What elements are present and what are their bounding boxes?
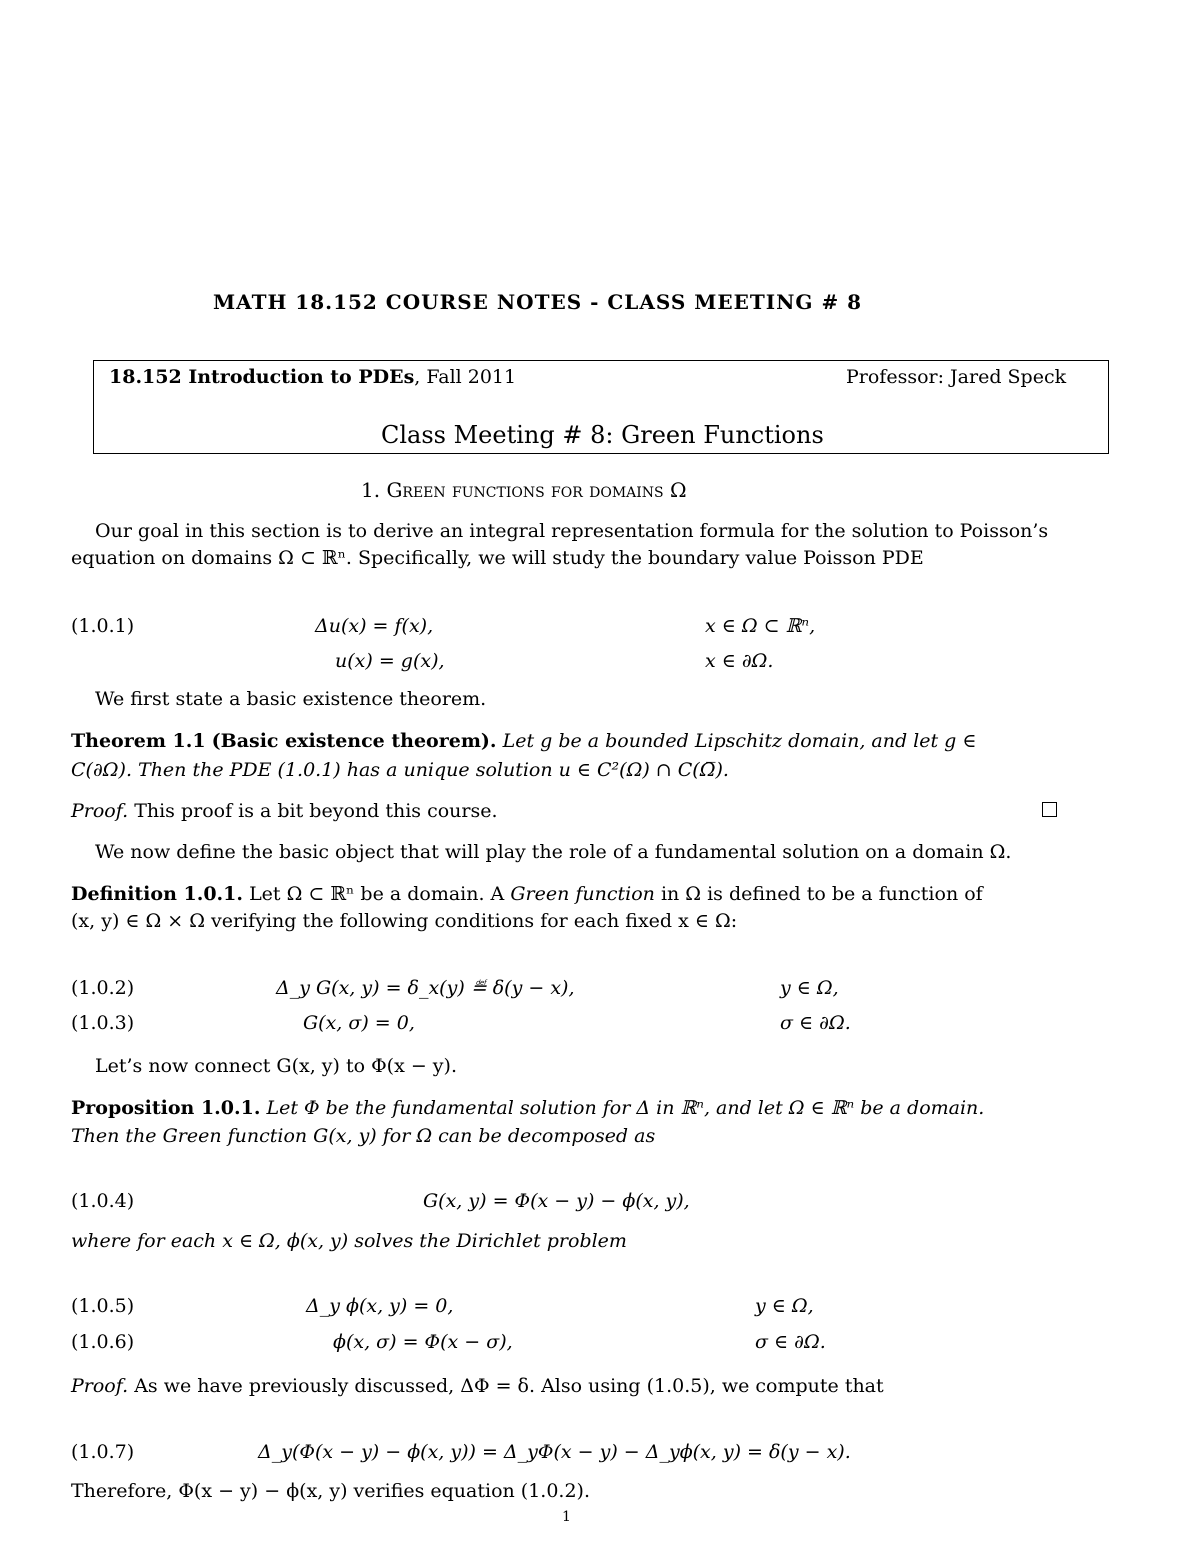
proposition-line-2: Then the Green function G(x, y) for Ω can be decomposed as (71, 1125, 656, 1147)
eq-label-1-0-2: (1.0.2) (71, 977, 135, 999)
theorem-name: (Basic existence theorem). (211, 730, 497, 752)
course-title: 18.152 Introduction to PDEs (109, 366, 415, 388)
eq-1-0-7-body: Δ_y(Φ(x − y) − ϕ(x, y)) = Δ_yΦ(x − y) − Δ_yϕ(x, y) = δ(y − x). (258, 1441, 851, 1463)
section-heading: 1. Green functions for domains Ω (361, 478, 687, 502)
definition-term: Green function (510, 883, 655, 905)
proof-1-label: Proof. (71, 800, 129, 822)
eq-1-0-5-rhs: y ∈ Ω, (755, 1295, 814, 1317)
define-paragraph: We now define the basic object that will play the role of a fundamental solution on a domain Ω. (95, 841, 1012, 863)
eq-1-0-3-lhs: G(x, σ) = 0, (303, 1012, 415, 1034)
page-number: 1 (562, 1509, 571, 1525)
theorem-text-1: Let g be a bounded Lipschitz domain, and let g ∈ (502, 730, 977, 752)
connect-paragraph: Let’s now connect G(x, y) to Φ(x − y). (95, 1055, 457, 1077)
therefore-paragraph: Therefore, Φ(x − y) − ϕ(x, y) verifies equation (1.0.2). (71, 1480, 591, 1502)
eq-1-0-3-rhs: σ ∈ ∂Ω. (780, 1012, 851, 1034)
where-paragraph: where for each x ∈ Ω, ϕ(x, y) solves the Dirichlet problem (71, 1230, 627, 1252)
eq-label-1-0-5: (1.0.5) (71, 1295, 135, 1317)
theorem-label: Theorem 1.1 (71, 730, 206, 752)
proof-1-text: This proof is a bit beyond this course. (134, 800, 498, 822)
eq-1-0-1-line2-rhs: x ∈ ∂Ω. (705, 650, 774, 672)
eq-1-0-1-line1-rhs: x ∈ Ω ⊂ ℝⁿ, (705, 615, 816, 637)
eq-1-0-1-line2-lhs: u(x) = g(x), (335, 650, 445, 672)
course-name (109, 366, 516, 388)
proof-2-label: Proof. (71, 1375, 129, 1397)
eq-label-1-0-3: (1.0.3) (71, 1012, 135, 1034)
definition-line-2: (x, y) ∈ Ω × Ω verifying the following conditions for each fixed x ∈ Ω: (71, 910, 738, 932)
definition-text-1a: Let Ω ⊂ ℝⁿ be a domain. A (249, 883, 505, 905)
proposition-line-1 (71, 1097, 984, 1119)
professor-name: Professor: Jared Speck (846, 366, 1067, 388)
eq-label-1-0-4: (1.0.4) (71, 1190, 135, 1212)
qed-box (1042, 802, 1057, 817)
proof-2-text: As we have previously discussed, ΔΦ = δ. Also using (1.0.5), we compute that (134, 1375, 884, 1397)
proof-2 (71, 1375, 884, 1397)
definition-line-1 (71, 883, 983, 905)
eq-1-0-1-line1-lhs: Δu(x) = f(x), (315, 615, 434, 637)
intro-line-2: equation on domains Ω ⊂ ℝⁿ. Specifically, we will study the boundary value Poisson PDE (71, 547, 924, 569)
theorem-line-1 (71, 730, 976, 752)
eq-label-1-0-1: (1.0.1) (71, 615, 135, 637)
course-term: , Fall 2011 (414, 366, 517, 388)
theorem-line-2: C(∂Ω). Then the PDE (1.0.1) has a unique solution u ∈ C²(Ω) ∩ C(Ω̅). (71, 759, 729, 781)
proposition-label: Proposition 1.0.1. (71, 1097, 261, 1119)
existence-paragraph: We first state a basic existence theorem. (95, 688, 487, 710)
eq-1-0-6-lhs: ϕ(x, σ) = Φ(x − σ), (333, 1331, 513, 1353)
proof-1 (71, 800, 498, 822)
intro-line-1: Our goal in this section is to derive an integral representation formula for the solution to Poisson’s (95, 520, 1049, 542)
eq-label-1-0-6: (1.0.6) (71, 1331, 135, 1353)
proposition-text-1: Let Φ be the fundamental solution for Δ in ℝⁿ, and let Ω ∈ ℝⁿ be a domain. (266, 1097, 985, 1119)
eq-1-0-2-lhs: Δ_y G(x, y) = δ_x(y) ≝ δ(y − x), (276, 977, 575, 999)
eq-label-1-0-7: (1.0.7) (71, 1441, 135, 1463)
paper-title: MATH 18.152 COURSE NOTES - CLASS MEETING # 8 (213, 290, 863, 314)
eq-1-0-4-body: G(x, y) = Φ(x − y) − ϕ(x, y), (423, 1190, 690, 1212)
definition-label: Definition 1.0.1. (71, 883, 244, 905)
eq-1-0-5-lhs: Δ_y ϕ(x, y) = 0, (306, 1295, 454, 1317)
definition-text-1b: in Ω is defined to be a function of (660, 883, 983, 905)
eq-1-0-6-rhs: σ ∈ ∂Ω. (755, 1331, 826, 1353)
meeting-title: Class Meeting # 8: Green Functions (381, 421, 824, 449)
eq-1-0-2-rhs: y ∈ Ω, (780, 977, 839, 999)
